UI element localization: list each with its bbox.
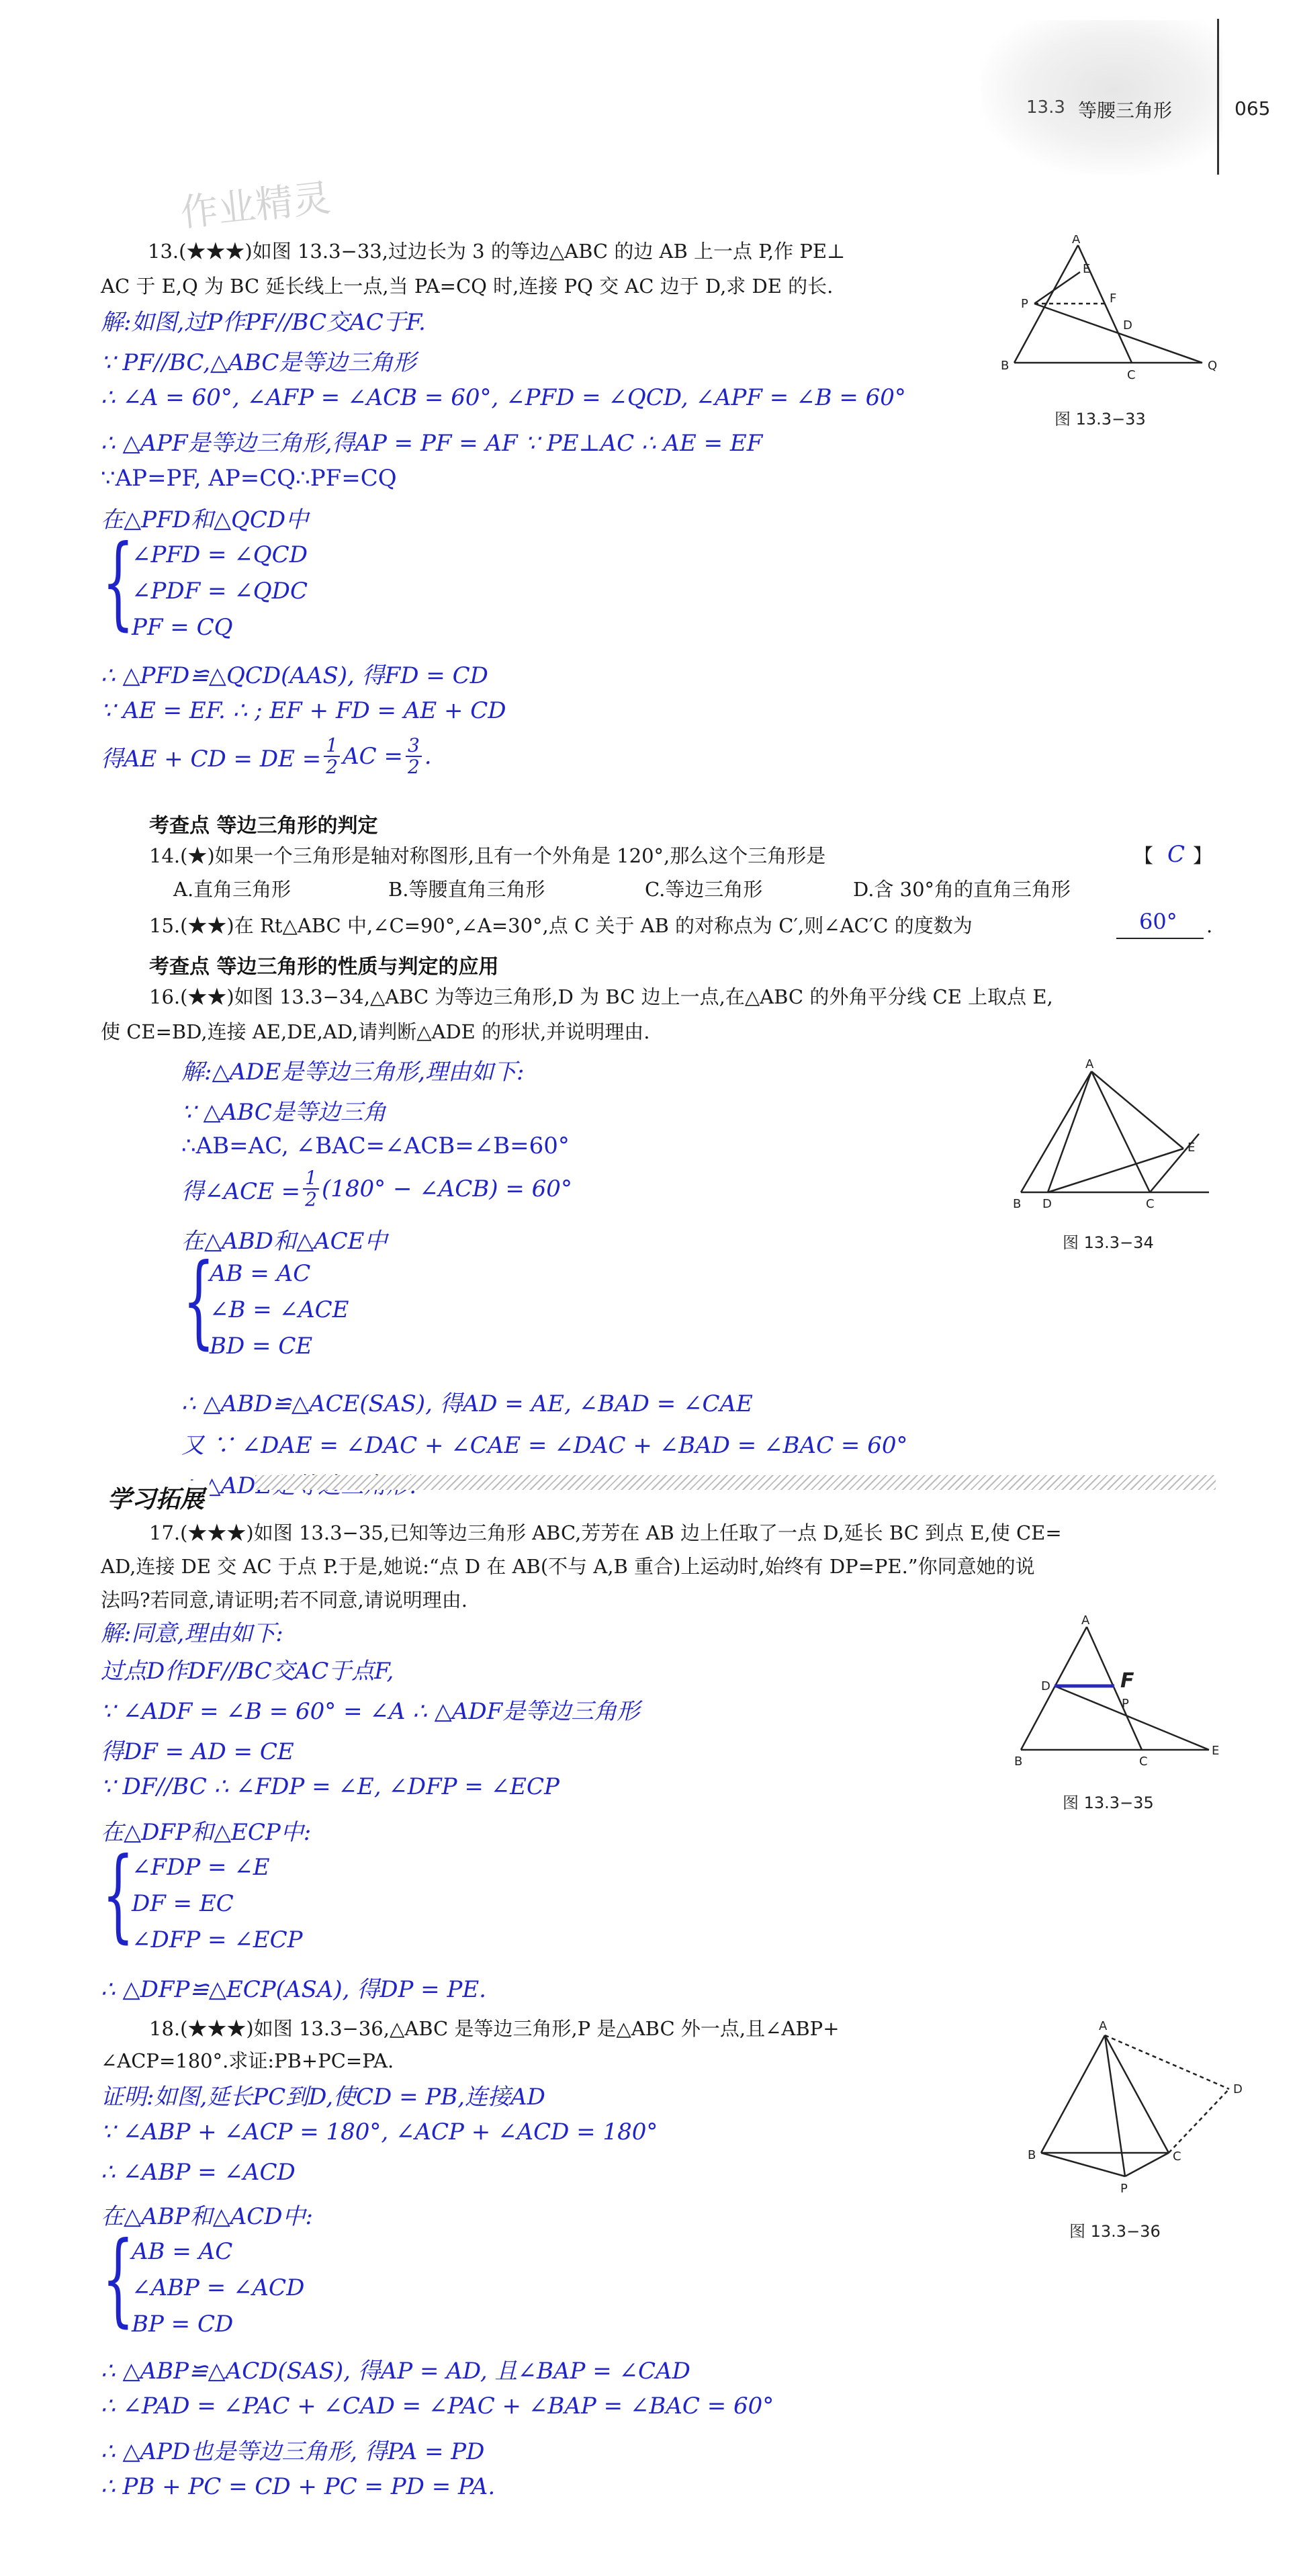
figure-13-3-36 [1014,2015,1243,2217]
f33-label-B: B [1001,359,1010,373]
q13-a9-frac1-num: 1 [324,736,340,757]
q13-a9-pre: 得AE + CD = DE = [101,745,322,772]
section-hatch-bar [255,1475,1216,1490]
q15-answer: 60° [1139,909,1177,934]
q14-option-b: B.等腰直角三角形 [388,878,545,901]
q13-text-line2: AC 于 E,Q 为 BC 延长线上一点,当 PA=CQ 时,连接 PQ 交 AC 边于 D,求 DE 的长. [101,275,834,298]
q17-answer-line7: ∴ △DFP≌△ECP(ASA), 得DP = PE. [101,1976,486,2003]
f35-label-E: E [1212,1744,1220,1758]
f35-label-P: P [1122,1697,1129,1711]
q18-text-line2: ∠ACP=180°.求证:PB+PC=PA. [101,2049,394,2072]
f35-label-A: A [1081,1613,1090,1628]
q13-a9-frac2-num: 3 [406,736,422,757]
q18-answer-line7: ∴ △APD也是等边三角形, 得PA = PD [101,2438,485,2465]
f33-label-F: F [1110,292,1117,306]
header-section-title: 等腰三角形 [1078,99,1173,122]
q14-option-a: A.直角三角形 [173,878,292,901]
f36-label-B: B [1028,2148,1036,2162]
q16-a4-frac [303,1168,319,1210]
q18-answer-line6: ∴ ∠PAD = ∠PAC + ∠CAD = ∠PAC + ∠BAP = ∠BAC = 60° [101,2393,774,2419]
q17-answer-line2: 过点D作DF//BC交AC于点F, [101,1658,394,1685]
watermark: 作业精灵 [178,176,333,236]
figure-13-3-35 [1007,1612,1222,1773]
q16-condition-2: ∠B = ∠ACE [210,1296,349,1323]
q18-condition-2: ∠ABP = ∠ACD [132,2274,305,2301]
q13-a9-mid: AC = [343,743,403,770]
q16-condition-1: AB = AC [210,1260,311,1287]
f33-label-Q: Q [1208,359,1218,373]
f33-label-P: P [1021,297,1028,311]
section-heading-2: 考查点 等边三角形的性质与判定的应用 [149,955,499,979]
q17-condition-1: ∠FDP = ∠E [132,1854,270,1881]
q16-text-line1: 16.(★★)如图 13.3−34,△ABC 为等边三角形,D 为 BC 边上一点,在△ABC 的外角平分线 CE 上取点 E, [149,985,1053,1008]
q15-answer-underline [1116,938,1204,939]
f34-label-E: E [1188,1141,1196,1155]
f33-label-A: A [1072,235,1081,247]
q17-text-line3: 法吗?若同意,请证明;若不同意,请说明理由. [101,1589,467,1611]
q17-text-line2: AD,连接 DE 交 AC 于点 P.于是,她说:“点 D 在 AB(不与 A,B 重合)上运动时,始终有 DP=PE.”你同意她的说 [101,1555,1035,1578]
q16-a4-pre: 得∠ACE = [181,1178,301,1205]
q14-answer: C [1167,841,1185,868]
q16-condition-3: BD = CE [210,1333,313,1360]
f35-label-F: F [1120,1669,1134,1693]
figure-13-3-34 [1007,1055,1216,1216]
f34-label-B: B [1013,1197,1022,1211]
q18-answer-line8: ∴ PB + PC = CD + PC = PD = PA. [101,2473,496,2500]
q17-brace: { [102,1836,134,1953]
q18-text-line1: 18.(★★★)如图 13.3−36,△ABC 是等边三角形,P 是△ABC 外一点,且∠ABP+ [149,2017,840,2040]
q16-a4-frac-num: 1 [303,1168,319,1190]
q14-text: 14.(★)如果一个三角形是轴对称图形,且有一个外角是 120°,那么这个三角形是 [149,844,826,867]
figure-13-3-35-caption: 图 13.3−35 [1063,1793,1154,1812]
f36-label-A: A [1099,2019,1108,2033]
header-section-number: 13.3 [1026,97,1065,118]
q13-text-line1: 13.(★★★)如图 13.3−33,过边长为 3 的等边△ABC 的边 AB 上一点 P,作 PE⊥ [148,240,846,263]
q17-answer-line3: ∵ ∠ADF = ∠B = 60° = ∠A ∴ △ADF是等边三角形 [101,1698,640,1725]
q13-answer-line3: ∴ ∠A = 60°, ∠AFP = ∠ACB = 60°, ∠PFD = ∠QCD, ∠APF = ∠B = 60° [101,384,906,411]
q14-option-c: C.等边三角形 [645,878,763,901]
section-heading-1: 考查点 等边三角形的判定 [149,814,378,838]
q15-end: . [1206,914,1213,937]
q17-condition-3: ∠DFP = ∠ECP [132,1926,303,1953]
f34-label-D: D [1042,1197,1052,1211]
q16-text-line2: 使 CE=BD,连接 AE,DE,AD,请判断△ADE 的形状,并说明理由. [101,1020,650,1043]
q16-answer-line7: 又 ∵ ∠DAE = ∠DAC + ∠CAE = ∠DAC + ∠BAD = ∠BAC = 60° [181,1432,908,1459]
q13-a9-frac1-den: 2 [326,756,339,778]
q18-answer-line1: 证明:如图,延长PC到D,使CD = PB,连接AD [101,2084,545,2111]
q13-brace: { [102,524,134,641]
q13-condition-1: ∠PFD = ∠QCD [132,541,308,568]
f33-label-D: D [1123,318,1132,332]
q18-answer-line4: 在△ABP和△ACD中: [101,2203,313,2230]
q18-condition-1: AB = AC [132,2238,233,2265]
q13-answer-line8: ∵ AE = EF. ∴ ; EF + FD = AE + CD [101,697,506,724]
f36-label-C: C [1173,2149,1181,2164]
q16-answer-line2: ∵ △ABC是等边三角 [181,1099,386,1126]
q16-brace: { [183,1243,215,1360]
q14-option-d: D.含 30°角的直角三角形 [853,878,1071,901]
header-divider [1217,19,1219,175]
f34-label-C: C [1146,1197,1155,1211]
q13-a9-end: . [424,743,432,770]
q18-condition-3: BP = CD [132,2311,234,2338]
page-number: 065 [1235,97,1271,120]
f36-label-D: D [1233,2082,1243,2096]
q16-a4-post: (180° − ∠ACB) = 60° [322,1175,572,1202]
figure-13-3-33 [994,235,1222,390]
q17-text-line1: 17.(★★★)如图 13.3−35,已知等边三角形 ABC,芳芳在 AB 边上任取了一点 D,延长 BC 到点 E,使 CE= [149,1521,1062,1544]
q13-answer-line5: ∵AP=PF, AP=CQ∴PF=CQ [101,465,397,492]
figure-13-3-33-caption: 图 13.3−33 [1055,410,1146,429]
q18-answer-line2: ∵ ∠ABP + ∠ACP = 180°, ∠ACP + ∠ACD = 180° [101,2119,658,2145]
f34-label-A: A [1085,1057,1094,1071]
figure-13-3-36-caption: 图 13.3−36 [1069,2222,1161,2241]
q13-answer-line6: 在△PFD和△QCD中 [101,506,309,533]
f35-label-B: B [1014,1755,1023,1769]
q16-answer-line5: 在△ABD和△ACE中 [181,1228,388,1255]
q17-answer-line5: ∵ DF//BC ∴ ∠FDP = ∠E, ∠DFP = ∠ECP [101,1773,559,1800]
f33-label-C: C [1127,368,1136,382]
q13-answer-line9 [101,729,432,783]
q18-brace: { [102,2221,134,2338]
q16-a4-frac-den: 2 [305,1188,317,1210]
q13-a9-frac1 [324,736,340,777]
q14-bracket-left: 【 [1134,844,1154,867]
q16-answer-line4 [181,1162,572,1216]
q13-a9-frac2-den: 2 [407,756,420,778]
q17-answer-line1: 解:同意,理由如下: [101,1620,283,1647]
q15-text: 15.(★★)在 Rt△ABC 中,∠C=90°,∠A=30°,点 C 关于 AB 的对称点为 C′,则∠AC′C 的度数为 [149,914,973,937]
q13-answer-line7: ∴ △PFD≌△QCD(AAS), 得FD = CD [101,662,488,689]
section-heading-3: 学习拓展 [107,1480,210,1515]
q13-condition-3: PF = CQ [132,614,233,641]
q13-answer-line1: 解:如图,过P作PF//BC交AC于F. [101,309,426,336]
q18-answer-line3: ∴ ∠ABP = ∠ACD [101,2159,296,2186]
q18-answer-line5: ∴ △ABP≌△ACD(SAS), 得AP = AD, 且∠BAP = ∠CAD [101,2358,690,2385]
q16-answer-line1: 解:△ADE是等边三角形,理由如下: [181,1059,525,1085]
q17-condition-2: DF = EC [132,1890,234,1917]
q16-answer-line6: ∴ △ABD≌△ACE(SAS), 得AD = AE, ∠BAD = ∠CAE [181,1390,753,1417]
q13-answer-line2: ∵ PF//BC,△ABC是等边三角形 [101,349,416,376]
f33-label-E: E [1083,262,1091,276]
q17-answer-line4: 得DF = AD = CE [101,1738,294,1765]
f36-label-P: P [1120,2182,1128,2196]
f35-label-D: D [1041,1679,1050,1693]
q13-answer-line4: ∴ △APF是等边三角形,得AP = PF = AF ∵ PE⊥AC ∴ AE = EF [101,430,763,457]
q17-answer-line6: 在△DFP和△ECP中: [101,1819,312,1846]
f35-label-C: C [1139,1755,1148,1769]
figure-13-3-34-caption: 图 13.3−34 [1063,1233,1154,1252]
q16-answer-line3: ∴AB=AC, ∠BAC=∠ACB=∠B=60° [181,1132,570,1159]
q13-condition-2: ∠PDF = ∠QDC [132,578,308,605]
q14-bracket-right: 】 [1193,844,1213,867]
q13-a9-frac2 [406,736,422,777]
